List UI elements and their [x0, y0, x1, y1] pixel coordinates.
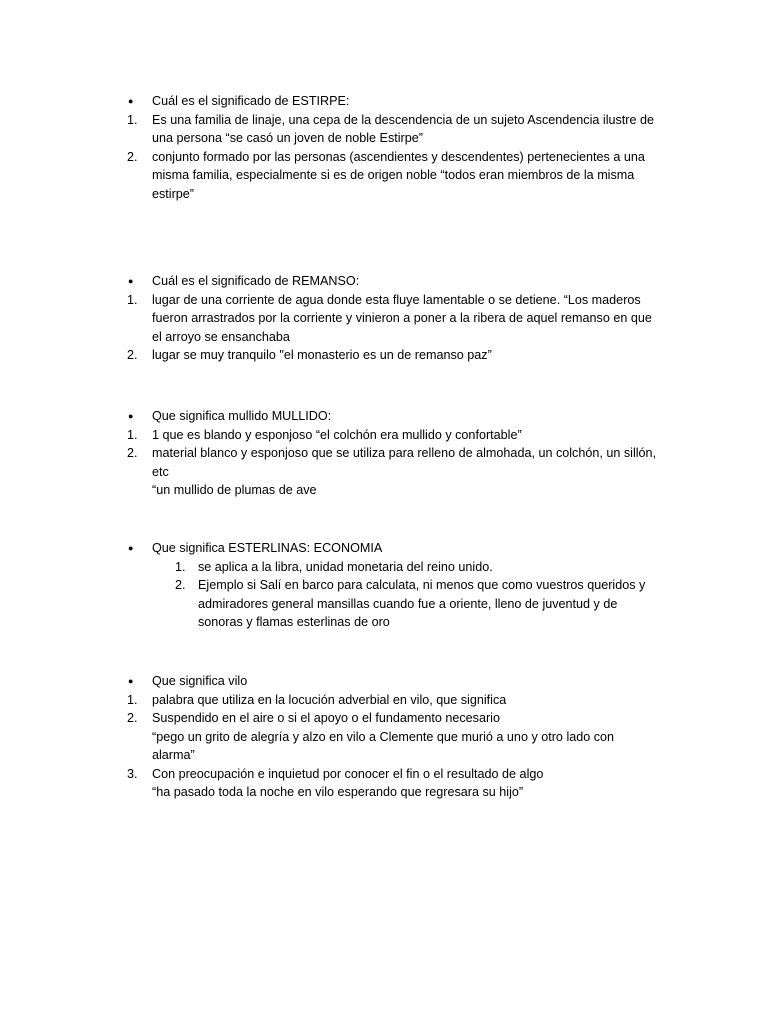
item-text: conjunto formado por las personas (ascendientes y descendentes) pertenecientes a una — [152, 149, 645, 164]
item-number: 1. — [127, 427, 138, 442]
list-item-continuation — [0, 595, 768, 614]
list-item — [0, 148, 768, 167]
item-text: Ejemplo si Salí en barco para calculata, ni menos que como vuestros queridos y — [198, 578, 646, 592]
list-item-continuation — [0, 481, 768, 500]
item-number: 2. — [127, 446, 138, 460]
item-text: “un mullido de plumas de ave — [152, 483, 317, 497]
section-remanso — [0, 272, 768, 365]
item-text: “pego un grito de alegría y alzo en vilo a Clemente que murió a uno y otro lado con — [152, 729, 615, 744]
item-number: 2. — [127, 348, 138, 362]
list-item-continuation — [0, 185, 768, 204]
item-text: una persona “se casó un joven de noble Estirpe” — [152, 131, 423, 145]
item-text: alarma” — [152, 748, 195, 762]
section-estirpe — [0, 92, 768, 203]
list-item — [0, 709, 768, 728]
list-item — [0, 291, 768, 310]
list-item-continuation — [0, 613, 768, 632]
item-number: 1. — [127, 692, 138, 707]
list-item-continuation — [0, 129, 768, 148]
bullet-icon: ● — [128, 276, 134, 286]
bullet-icon: ● — [128, 543, 134, 553]
list-item — [0, 576, 768, 595]
item-text: Suspendido en el aire o si el apoyo o el fundamento necesario — [152, 711, 500, 725]
list-item — [0, 346, 768, 365]
list-item-continuation — [0, 783, 768, 802]
section-esterlinas — [0, 539, 768, 632]
bullet-icon: ● — [128, 411, 134, 421]
item-text: lugar de una corriente de agua donde esta fluye lamentable o se detiene. “Los maderos — [152, 292, 641, 307]
list-item — [0, 765, 768, 784]
item-number: 2. — [175, 578, 186, 592]
bullet-icon: ● — [128, 676, 134, 686]
item-number: 1. — [175, 559, 186, 574]
item-text: lugar se muy tranquilo "el monasterio es un de remanso paz” — [152, 348, 492, 362]
list-item-continuation — [0, 463, 768, 482]
list-item — [0, 558, 768, 577]
section-heading: Que significa ESTERLINAS: ECONOMIA — [152, 541, 383, 555]
item-text: “ha pasado toda la noche en vilo esperando que regresara su hijo” — [152, 785, 524, 799]
item-number: 3. — [127, 766, 138, 781]
section-mullido — [0, 407, 768, 500]
item-text: palabra que utiliza en la locución adverbial en vilo, que significa — [152, 692, 507, 707]
list-item-continuation — [0, 728, 768, 747]
list-item — [0, 691, 768, 710]
list-item — [0, 426, 768, 445]
section-heading-line — [0, 272, 768, 291]
item-text: misma familia, especialmente si es de origen noble “todos eran miembros de la misma — [152, 168, 635, 182]
section-heading: Que significa vilo — [152, 674, 248, 688]
list-item-continuation — [0, 309, 768, 328]
item-text: Es una familia de linaje, una cepa de la descendencia de un sujeto Ascendencia ilustre de — [152, 112, 654, 127]
list-item-continuation — [0, 746, 768, 765]
item-number: 2. — [127, 149, 138, 164]
section-heading: Cuál es el significado de ESTIRPE: — [152, 94, 350, 108]
bullet-icon: ● — [128, 96, 134, 106]
item-number: 1. — [127, 112, 138, 127]
item-number: 2. — [127, 711, 138, 725]
section-heading-line — [0, 672, 768, 691]
section-heading-line — [0, 407, 768, 426]
item-text: etc — [152, 464, 169, 479]
list-item-continuation — [0, 166, 768, 185]
section-heading: Cuál es el significado de REMANSO: — [152, 274, 360, 288]
item-text: Con preocupación e inquietud por conocer el fin o el resultado de algo — [152, 766, 544, 781]
list-item — [0, 444, 768, 463]
section-vilo — [0, 672, 768, 802]
list-item — [0, 111, 768, 130]
section-heading: Que significa mullido MULLIDO: — [152, 409, 332, 423]
item-number: 1. — [127, 292, 138, 307]
item-text: material blanco y esponjoso que se utiliza para relleno de almohada, un colchón, un sillón, — [152, 446, 657, 460]
item-text: sonoras y flamas esterlinas de oro — [198, 615, 390, 629]
item-text: estirpe” — [152, 186, 194, 201]
item-text: fueron arrastrados por la corriente y vinieron a poner a la ribera de aquel remanso en que — [152, 311, 652, 325]
section-heading-line — [0, 92, 768, 111]
item-text: admiradores general mansillas cuando fue a oriente, lleno de juventud y de — [198, 596, 618, 611]
item-text: se aplica a la libra, unidad monetaria del reino unido. — [198, 559, 493, 574]
item-text: 1 que es blando y esponjoso “el colchón era mullido y confortable” — [152, 427, 522, 442]
section-heading-line — [0, 539, 768, 558]
list-item-continuation — [0, 328, 768, 347]
item-text: el arroyo se ensanchaba — [152, 329, 290, 344]
